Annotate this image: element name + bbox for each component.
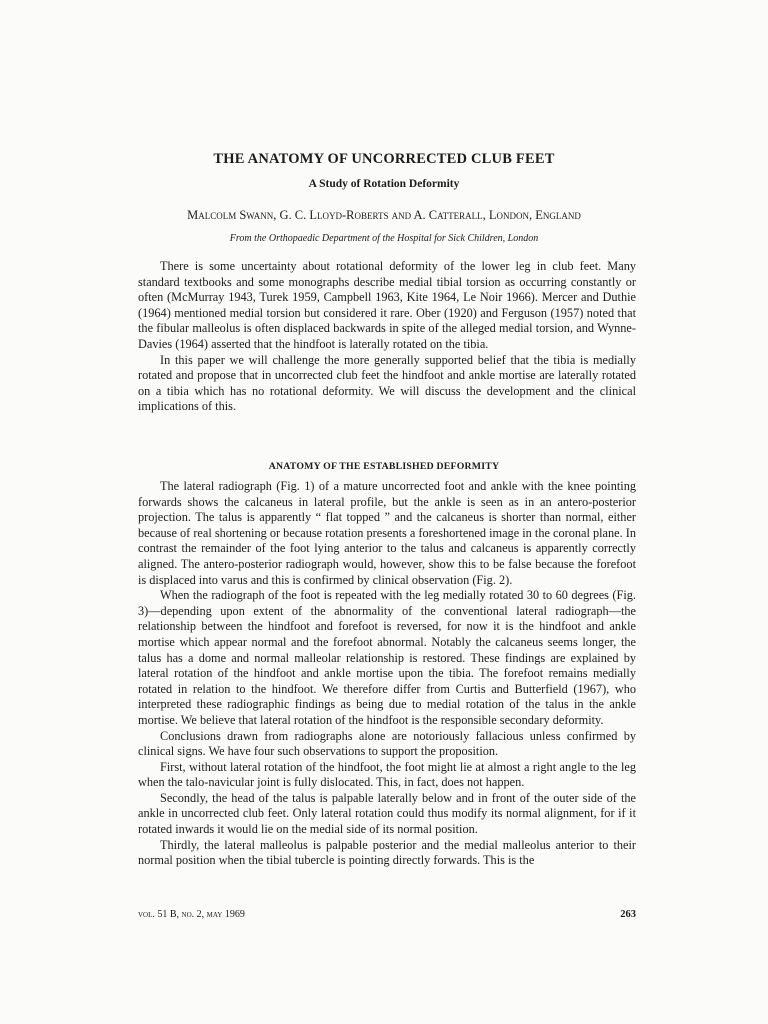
body-paragraph: Conclusions drawn from radiographs alone are notoriously fallacious unless confirmed by clinical signs. We have four such observations to support the proposition.	[138, 728, 636, 759]
intro-paragraph: In this paper we will challenge the more generally supported belief that the tibia is medially rotated and propose that in uncorrected club feet the hindfoot and ankle mortise are laterally rotated on a tibia which has no rotational deformity. We will discuss the development and the clinical implications of this.	[138, 352, 636, 414]
article-subtitle: A Study of Rotation Deformity	[308, 178, 460, 190]
intro-section	[138, 259, 636, 415]
journal-citation: vol. 51 B, no. 2, may 1969	[138, 909, 245, 920]
body-paragraph: Thirdly, the lateral malleolus is palpable posterior and the medial malleolus anterior to their normal position when the tibial tubercle is pointing directly forwards. This is the	[138, 837, 636, 868]
body-paragraph: Secondly, the head of the talus is palpable laterally below and in front of the outer side of the ankle in uncorrected club feet. Only lateral rotation could thus modify its normal alignment, for if it rotated inwards it would lie on the medial side of its normal position.	[138, 790, 636, 837]
page-number: 263	[620, 909, 636, 920]
intro-paragraph: There is some uncertainty about rotational deformity of the lower leg in club feet. Many standard textbooks and some monographs describe medial tibial torsion as occurring constantly or often (McMurray 1943, Turek 1959, Campbell 1963, Kite 1964, Le Noir 1966). Mercer and Duthie (1964) mentioned medial torsion but considered it rare. Ober (1920) and Ferguson (1957) noted that the fibular malleolus is often displaced backwards in spite of the alleged medial torsion, and Wynne-Davies (1964) asserted that the hindfoot is laterally rotated on the tibia.	[138, 259, 636, 351]
article-affiliation: From the Orthopaedic Department of the Hospital for Sick Children, London	[229, 233, 539, 244]
body-paragraph: First, without lateral rotation of the hindfoot, the foot might lie at almost a right angle to the leg when the talo-navicular joint is fully dislocated. This, in fact, does not happen.	[138, 759, 636, 790]
article-title: THE ANATOMY OF UNCORRECTED CLUB FEET	[213, 151, 555, 167]
section-heading: ANATOMY OF THE ESTABLISHED DEFORMITY	[268, 461, 500, 472]
body-paragraph: When the radiograph of the foot is repeated with the leg medially rotated 30 to 60 degrees (Fig. 3)—depending upon extent of the abnormality of the conventional lateral radiograph—the relationship between the hindfoot and forefoot is reversed, for now it is the hindfoot and ankle mortise which appear normal and the forefoot abnormal. Notably the calcaneus seems longer, the talus has a dome and normal malleolar relationship is restored. These findings are explained by lateral rotation of the hindfoot and ankle mortise upon the tibia. The forefoot remains medially rotated in relation to the hindfoot. We therefore differ from Curtis and Butterfield (1967), who interpreted these radiographic findings as being due to medial rotation of the talus in the ankle mortise. We believe that lateral rotation of the hindfoot is the responsible secondary deformity.	[138, 588, 636, 727]
body-paragraph: The lateral radiograph (Fig. 1) of a mature uncorrected foot and ankle with the knee pointing forwards shows the calcaneus in lateral profile, but the ankle is seen as in an antero-posterior projection. The talus is apparently “ flat topped ” and the calcaneus is shorter than normal, either because of real shortening or because rotation presents a foreshortened image in the coronal plane. In contrast the remainder of the foot lying anterior to the talus and calcaneus is apparently correctly aligned. The antero-posterior radiograph would, however, show this to be false because the forefoot is displaced into varus and this is confirmed by clinical observation (Fig. 2).	[138, 479, 636, 587]
article-authors: Malcolm Swann, G. C. Lloyd-Roberts and A. Catterall, London, England	[187, 208, 581, 222]
section-body	[138, 479, 636, 869]
